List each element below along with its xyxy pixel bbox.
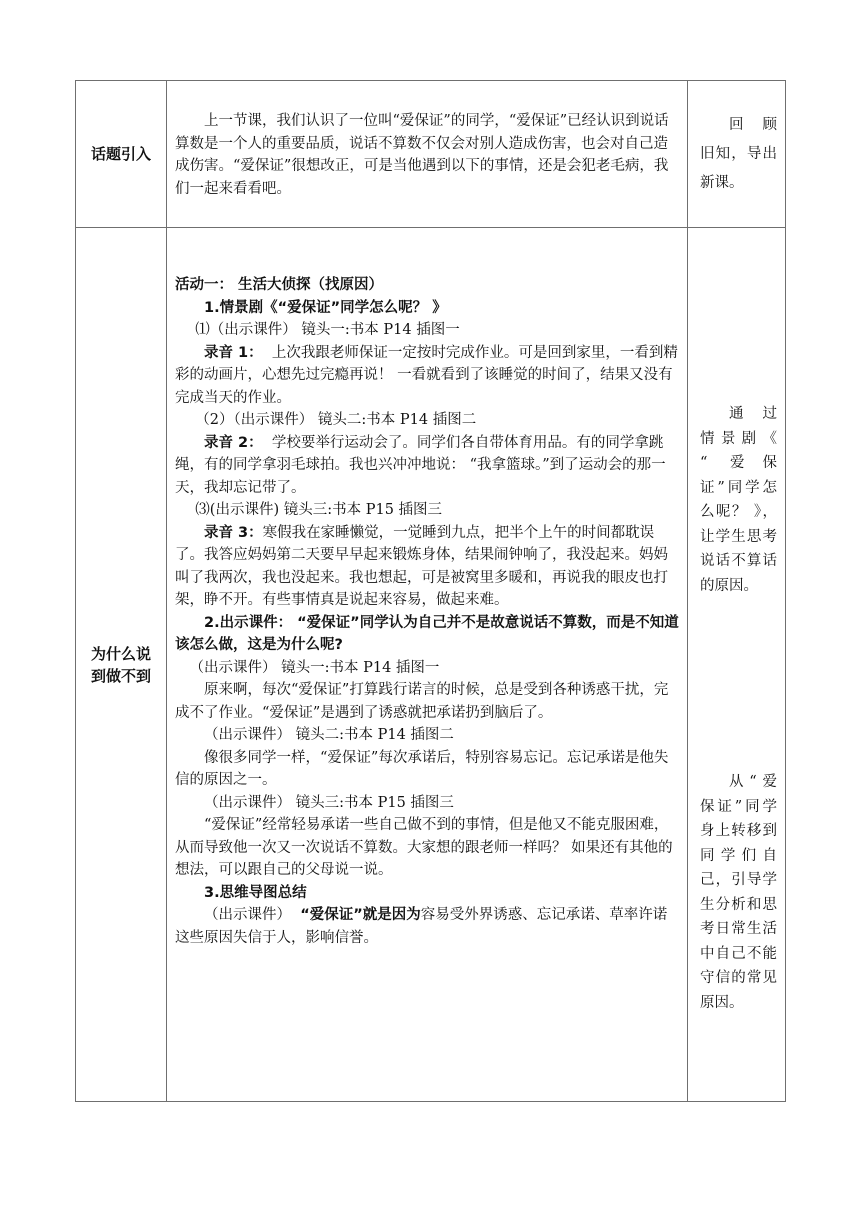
row-content-cell <box>167 81 688 228</box>
row-note-cell <box>688 228 786 1102</box>
section-3-title: 3.思维导图总结 <box>204 884 307 901</box>
row-title-cell <box>76 228 167 1102</box>
section-2-title: 2.出示课件： “爱保证”同学认为自己并不是故意说话不算数，而是不知道该怎么做，这是为什么呢? <box>175 614 679 653</box>
recording-2-label: 录音 2： <box>204 434 263 451</box>
summary-rest: 容易受外界诱惑、忘记承诺、草率许诺这些原因失信于人，影响信誉。 <box>175 907 668 946</box>
recording-3-label: 录音 3： <box>204 524 263 541</box>
design-note-2: 从“爱保证”同学身上转移到同学们自己，引导学生分析和思考日常生活中自己不能守信的常见原因。 <box>700 774 777 1011</box>
table-row <box>76 81 786 228</box>
recording-3-text: 寒假我在家睡懒觉，一觉睡到九点，把半个上午的时间都耽误了。我答应妈妈第二天要早早起来锻炼身体，结果闹钟响了，我没起来。妈妈叫了我两次，我也没起来。我也想起，可是被窝里多暖和，再说我的眼皮也打架，睁不开。有些事情真是说起来容易，做起来难。 <box>175 524 668 608</box>
clip-5: （出示课件） 镜头二:书本 P14 插图二 <box>204 727 454 743</box>
explanation-paragraph-b: 像很多同学一样，“爱保证”每次承诺后，特别容易忘记。忘记承诺是他失信的原因之一。 <box>175 749 669 788</box>
summary-prefix: （出示课件） <box>204 907 291 923</box>
clip-6: （出示课件） 镜头三:书本 P15 插图三 <box>204 794 454 811</box>
row-title-cell <box>76 81 167 228</box>
clip-1: ⑴（出示课件） 镜头一:书本 P14 插图一 <box>195 322 460 338</box>
summary-paragraph <box>175 904 679 949</box>
recording-1-text: 上次我跟老师保证一定按时完成作业。可是回到家里，一看到精彩的动画片，心想先过完瘾再说！ 一看就看到了该睡觉的时间了，结果又没有完成当天的作业。 <box>175 344 678 406</box>
row-content-cell <box>167 228 688 1102</box>
table-row <box>76 228 786 1102</box>
recording-1 <box>175 342 679 410</box>
activity-title: 活动一： 生活大侦探（找原因） <box>175 277 384 293</box>
explanation-paragraph-a: 原来啊，每次“爱保证”打算践行诺言的时候，总是受到各种诱惑干扰，完成不了作业。“爱保证”是遇到了诱惑就把承诺扔到脑后了。 <box>175 682 669 721</box>
intro-paragraph: 上一节课，我们认识了一位叫“爱保证”的同学，“爱保证”已经认识到说话算数是一个人的重要品质，说话不算数不仅会对别人造成伤害，也会对自己造成伤害。“爱保证”很想改正，可是当他遇到以下的事情，还是会犯老毛病，我们一起来看看吧。 <box>175 113 669 197</box>
row-title-line-2: 到做不到 <box>90 666 151 685</box>
recording-3 <box>175 522 679 612</box>
section-1-title: 1.情景剧《“爱保证”同学怎么呢？ 》 <box>204 299 447 316</box>
summary-bold: “爱保证”就是因为 <box>300 907 421 923</box>
explanation-paragraph-c: “爱保证”经常轻易承诺一些自己做不到的事情，但是他又不能克服困难，从而导致他一次又一次说话不算数。大家想的跟老师一样吗？ 如果还有其他的想法，可以跟自己的父母说一说。 <box>175 817 673 878</box>
recording-2 <box>175 432 679 500</box>
recording-1-label: 录音 1： <box>204 344 263 361</box>
clip-3: ⑶(出示课件) 镜头三:书本 P15 插图三 <box>195 502 443 518</box>
clip-4: （出示课件） 镜头一:书本 P14 插图一 <box>189 659 440 676</box>
intro-note: 回 顾旧知，导出新课。 <box>700 116 777 191</box>
row-title: 话题引入 <box>90 145 151 163</box>
lesson-plan-table <box>75 80 786 1102</box>
row-title-line-1: 为什么说 <box>90 644 151 663</box>
design-note-1: 通 过 情 景 剧 《 “ 爱保证”同学怎么呢？ 》，让学生思考说话不算话的原因。 <box>700 406 777 594</box>
recording-2-text: 学校要举行运动会了。同学们各自带体育用品。有的同学拿跳绳，有的同学拿羽毛球拍。我也兴冲冲地说： “我拿篮球。”到了运动会的那一天，我却忘记带了。 <box>175 434 666 496</box>
clip-2: （2）（出示课件） 镜头二:书本 P14 插图二 <box>195 412 477 428</box>
row-note-cell <box>688 81 786 228</box>
